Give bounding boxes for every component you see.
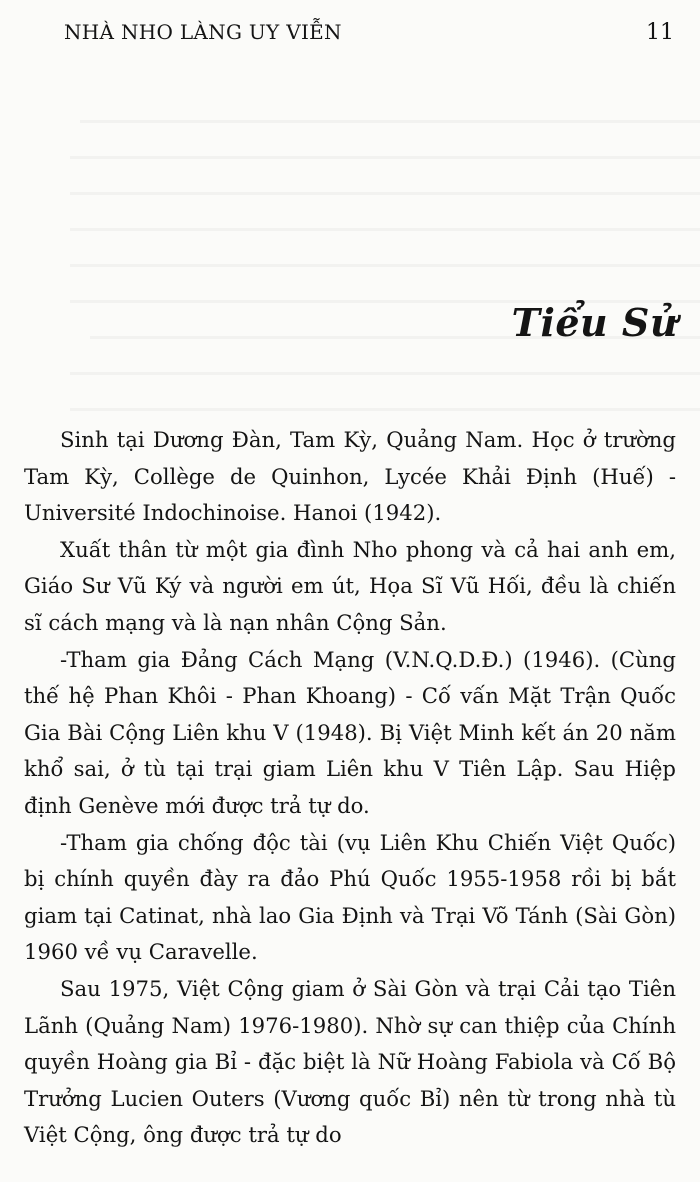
paragraph-dictatorship: -Tham gia chống độc tài (vụ Liên Khu Chiến Việt Quốc) bị chính quyền đày ra đảo Phú Quốc 1955-1958 rồi bị bắt giam tại Catinat, nhà lao Gia Định và Trại Võ Tánh (Sài Gòn) 1960 về vụ Caravelle.: [24, 829, 676, 965]
paragraph-revolution: -Tham gia Đảng Cách Mạng (V.N.Q.D.Đ.) (1946). (Cùng thế hệ Phan Khôi - Phan Khoang) - Cố vấn Mặt Trận Quốc Gia Bài Cộng Liên khu V (1948). Bị Việt Minh kết án 20 năm khổ sai, ở tù tại trại giam Liên khu V Tiên Lập. Sau Hiệp định Genève mới được trả tự do.: [24, 646, 676, 818]
page-number: 11: [646, 20, 674, 45]
paragraph-birth-education: Sinh tại Dương Đàn, Tam Kỳ, Quảng Nam. Học ở trường Tam Kỳ, Collège de Quinhon, Lycée Khải Định (Huế) - Université Indochinoise. Hanoi (1942).: [24, 427, 676, 526]
paragraph-family-background: Xuất thân từ một gia đình Nho phong và cả hai anh em, Giáo Sư Vũ Ký và người em út, Họa Sĩ Vũ Hối, đều là chiến sĩ cách mạng và là nạn nhân Cộng Sản.: [24, 536, 676, 635]
section-heading: Tiểu Sử: [511, 300, 678, 345]
running-title: NHÀ NHO LÀNG UY VIỄN: [64, 20, 342, 44]
body-text: [24, 422, 676, 1154]
paragraph-after-1975: Sau 1975, Việt Cộng giam ở Sài Gòn và trại Cải tạo Tiên Lãnh (Quảng Nam) 1976-1980). Nhờ sự can thiệp của Chính quyền Hoàng gia Bỉ - đặc biệt là Nữ Hoàng Fabiola và Cố Bộ Trưởng Lucien Outers (Vương quốc Bỉ) nên từ trong nhà tù Việt Cộng, ông được trả tự do: [24, 975, 676, 1148]
page-header: [64, 20, 674, 50]
